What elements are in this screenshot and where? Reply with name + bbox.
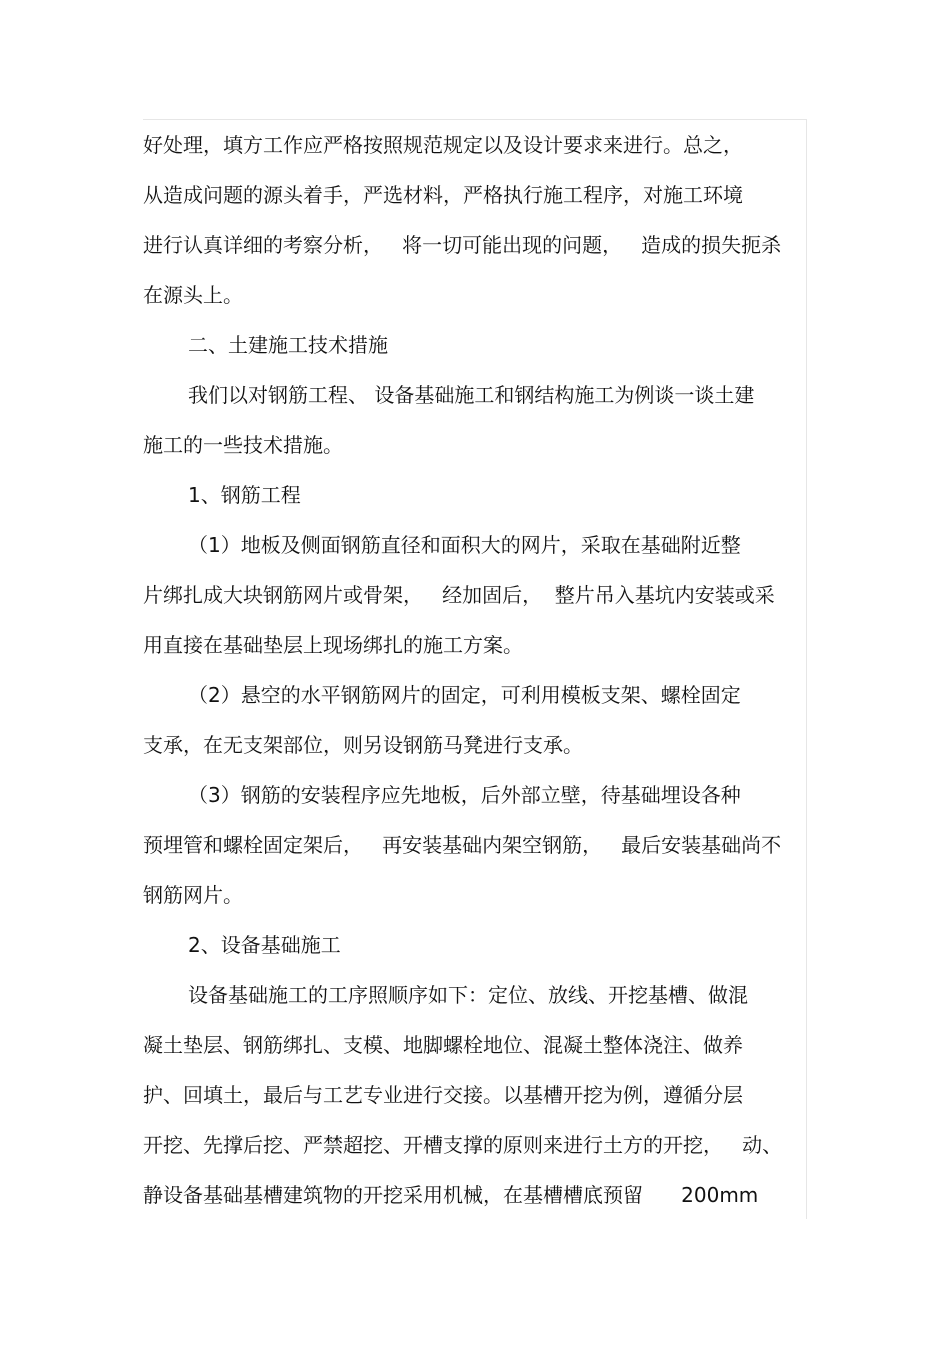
text-line: 预埋管和螺栓固定架后， 再安装基础内架空钢筋， 最后安装基础尚不 [143, 833, 782, 857]
subsection-heading: 1、钢筋工程 [188, 483, 301, 507]
text-line: 好处理，填方工作应严格按照规范规定以及设计要求来进行。总之， [143, 133, 743, 157]
text-line: 在源头上。 [143, 283, 243, 307]
text-line: 施工的一些技术措施。 [143, 433, 343, 457]
text-line: 用直接在基础垫层上现场绑扎的施工方案。 [143, 633, 523, 657]
text-line: 设备基础施工的工序照顺序如下：定位、放线、开挖基槽、做混 [188, 983, 748, 1007]
text-line: （1）地板及侧面钢筋直径和面积大的网片，采取在基础附近整 [188, 533, 741, 557]
text-line: （2）悬空的水平钢筋网片的固定，可利用模板支架、螺栓固定 [188, 683, 741, 707]
text-line: 静设备基础基槽建筑物的开挖采用机械，在基槽槽底预留 200mm [143, 1183, 759, 1207]
text-line: 开挖、先撑后挖、严禁超挖、开槽支撑的原则来进行土方的开挖， 动、 [143, 1133, 783, 1157]
subsection-heading: 2、设备基础施工 [188, 933, 341, 957]
text-line: （3）钢筋的安装程序应先地板，后外部立壁，待基础埋设各种 [188, 783, 741, 807]
document-body [143, 120, 803, 1220]
text-line: 钢筋网片。 [143, 883, 243, 907]
text-line: 支承，在无支架部位，则另设钢筋马凳进行支承。 [143, 733, 583, 757]
text-line: 我们以对钢筋工程、 设备基础施工和钢结构施工为例谈一谈土建 [188, 383, 755, 407]
text-line: 进行认真详细的考察分析， 将一切可能出现的问题， 造成的损失扼杀 [143, 233, 782, 257]
text-line: 从造成问题的源头着手，严选材料，严格执行施工程序，对施工环境 [143, 183, 743, 207]
text-line: 片绑扎成大块钢筋网片或骨架， 经加固后， 整片吊入基坑内安装或采 [143, 583, 775, 607]
text-line: 护、回填土，最后与工艺专业进行交接。以基槽开挖为例，遵循分层 [143, 1083, 743, 1107]
section-heading: 二、土建施工技术措施 [188, 333, 388, 357]
text-line: 凝土垫层、钢筋绑扎、支模、地脚螺栓地位、混凝土整体浇注、做养 [143, 1033, 743, 1057]
